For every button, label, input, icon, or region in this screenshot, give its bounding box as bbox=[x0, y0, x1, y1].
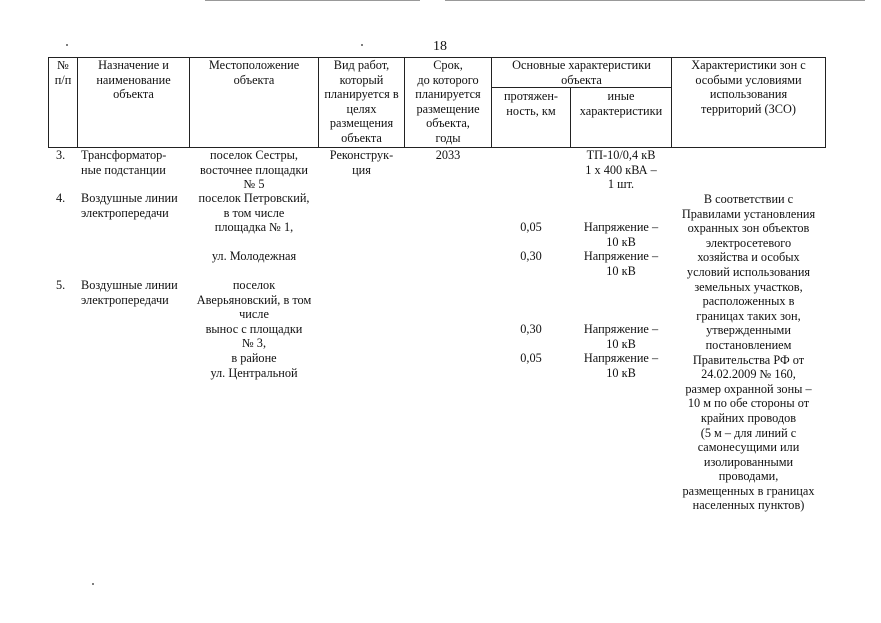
object-location: поселок Аверьяновский, в том числе вынос с площадки № 3, bbox=[196, 278, 312, 351]
object-location: поселок Сестры, восточнее площадки № 5 bbox=[199, 148, 309, 192]
object-location: поселок Петровский, в том числе площадка № 1, bbox=[198, 191, 310, 235]
row-number: 5. bbox=[56, 278, 66, 292]
work-type: Реконструк- ция bbox=[329, 148, 394, 177]
other-characteristics: Напряжение – 10 кВ bbox=[583, 220, 659, 249]
scan-artifact-line bbox=[205, 0, 420, 1]
object-purpose: Воздушные линии электропередачи bbox=[81, 278, 178, 307]
header-work-type: Вид работ, который планируется в целях размещения объекта bbox=[324, 58, 399, 145]
header-length: протяжен- ность, км bbox=[503, 89, 559, 118]
object-purpose: Воздушные линии электропередачи bbox=[81, 191, 178, 220]
row-number: 4. bbox=[56, 191, 66, 205]
length-km: 0,05 bbox=[520, 220, 542, 234]
header-location: Местоположение объекта bbox=[208, 58, 300, 87]
object-purpose: Трансформатор- ные подстанции bbox=[81, 148, 167, 177]
other-characteristics: Напряжение – 10 кВ bbox=[583, 351, 659, 380]
length-km: 0,05 bbox=[520, 351, 542, 365]
scan-speck bbox=[66, 44, 68, 46]
row-number: 3. bbox=[56, 148, 66, 162]
scan-speck bbox=[92, 583, 94, 585]
other-characteristics: ТП-10/0,4 кВ 1 х 400 кВА – 1 шт. bbox=[585, 148, 657, 192]
page-number: 18 bbox=[433, 39, 447, 54]
zso-characteristics-text: В соответствии с Правилами установления охранных зон объектов электросетевого хозяйства и особых условий использования земельных участков, расположенных в границах таких зон, утвержденными постановлением Правительства РФ от 24.02.2009 № 160, размер охранной зоны – 10 м по обе стороны от крайних проводов (5 м – для линий с самонесущими или изолированными проводами, размещенных в границах населенных пунктов) bbox=[681, 192, 816, 513]
header-other-characteristics: иные характеристики bbox=[579, 89, 663, 118]
object-location: ул. Молодежная bbox=[211, 249, 297, 263]
header-zso: Характеристики зон с особыми условиями использования территорий (ЗСО) bbox=[691, 58, 806, 116]
term-year: 2033 bbox=[435, 148, 461, 162]
scan-artifact-line bbox=[445, 0, 865, 1]
scan-speck bbox=[361, 44, 363, 46]
length-km: 0,30 bbox=[520, 322, 542, 336]
header-term: Срок, до которого планируется размещение объекта, годы bbox=[415, 58, 481, 145]
other-characteristics: Напряжение – 10 кВ bbox=[583, 249, 659, 278]
object-location: в районе ул. Центральной bbox=[210, 351, 298, 380]
header-purpose: Назначение и наименование объекта bbox=[96, 58, 171, 102]
length-km: 0,30 bbox=[520, 249, 542, 263]
header-num: № п/п bbox=[54, 58, 72, 87]
other-characteristics: Напряжение – 10 кВ bbox=[583, 322, 659, 351]
header-main-characteristics: Основные характеристики объекта bbox=[512, 58, 651, 87]
